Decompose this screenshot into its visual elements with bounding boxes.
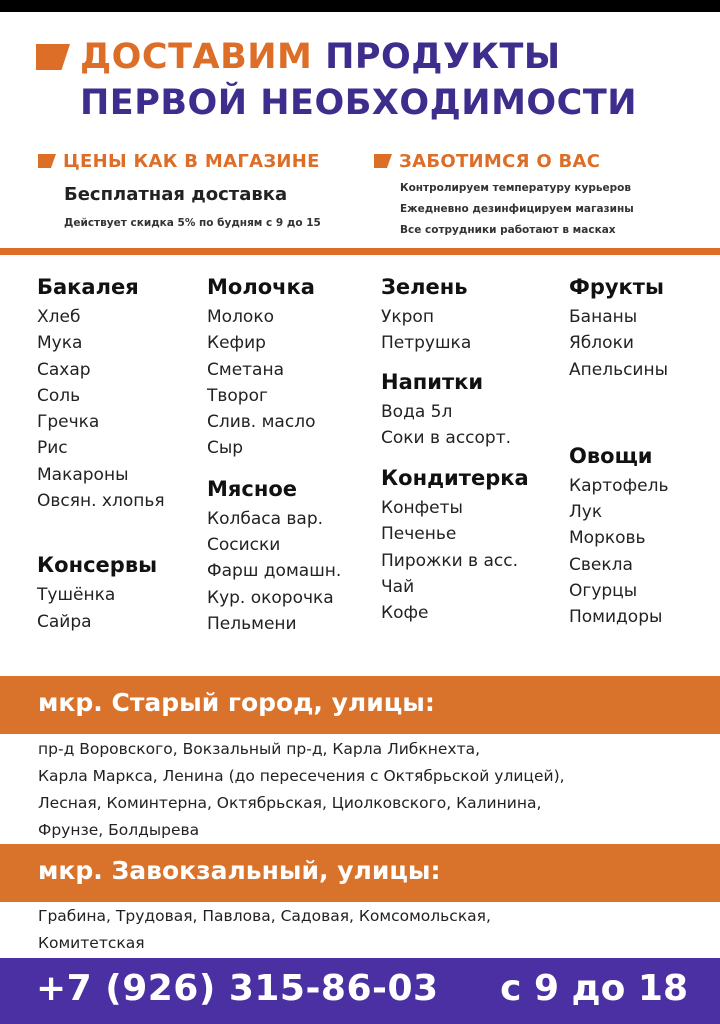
category-item: Сыр [207,438,244,459]
headline-line-2: ПЕРВОЙ НЕОБХОДИМОСТИ [80,83,638,123]
street-line: пр-д Воровского, Вокзальный пр-д, Карла Либкнехта, [38,740,481,758]
free-delivery-text: Бесплатная доставка [64,184,288,205]
category-item: Молоко [207,307,275,327]
category-item: Гречка [37,412,100,433]
catalog-column-2 [207,270,341,637]
contact-footer [0,958,720,1024]
promo-care-item: Ежедневно дезинфицируем магазины [400,203,634,215]
category-frukty [569,270,668,383]
district-old-town-streets [38,736,708,844]
promo-care-item: Контролируем температуру курьеров [400,182,631,194]
category-item: Колбаса вар. [207,508,324,529]
discount-note: Действует скидка 5% по будням с 9 до 15 [64,217,321,229]
promo-prices-heading [38,150,368,174]
category-item: Хлеб [37,307,81,327]
category-item: Сайра [37,611,92,632]
district-zavokzalny-title: мкр. Завокзальный, улицы: [38,856,441,885]
category-item: Сахар [37,359,91,380]
category-title: Бакалея [37,275,139,299]
category-title: Овощи [569,443,653,468]
category-item: Яблоки [569,333,634,354]
category-konservy [37,548,165,635]
promo-care-heading [374,150,714,174]
category-item: Вода 5л [381,401,453,422]
category-item: Помидоры [569,607,663,628]
category-item: Кефир [207,333,266,354]
category-item: Печенье [381,524,457,545]
category-item: Слив. масло [207,412,316,433]
category-title: Фрукты [569,275,664,299]
category-item: Фарш домашн. [207,561,342,582]
category-title: Молочка [207,275,315,299]
category-item: Соки в ассорт. [381,427,512,448]
phone-number[interactable]: +7 (926) 315-86-03 [36,968,439,1009]
working-hours: с 9 до 18 [500,968,688,1009]
category-title: Мясное [207,476,298,501]
catalog-column-4 [569,270,668,631]
category-ovoschi [569,439,668,631]
category-item: Конфеты [381,498,463,519]
district-old-town-band [0,676,720,734]
corner-mark-icon [36,44,70,70]
category-item: Огурцы [569,581,638,602]
category-item: Пирожки в асс. [381,550,518,571]
promo-prices-heading-text: ЦЕНЫ КАК В МАГАЗИНЕ [63,151,320,172]
street-line: Карла Маркса, Ленина (до пересечения с Октябрьской улицей), [38,767,565,785]
street-line: Фрунзе, Болдырева [38,821,200,839]
promo-care-list [374,178,714,241]
street-line: Грабина, Трудовая, Павлова, Садовая, Комсомольская, [38,907,491,925]
category-item: Укроп [381,307,434,327]
category-item: Сметана [207,359,285,380]
category-title: Зелень [381,275,468,299]
promo-care-heading-text: ЗАБОТИМСЯ О ВАС [399,151,601,172]
promo-care-item: Все сотрудники работают в масках [400,224,616,236]
street-line: Комитетская [38,934,145,952]
category-bakaleya [37,270,165,514]
street-line: Лесная, Коминтерна, Октябрьская, Циолковского, Калинина, [38,794,542,812]
category-title: Напитки [381,369,484,394]
category-item: Соль [37,385,81,406]
catalog-column-1 [37,270,165,635]
corner-mark-icon [374,154,392,168]
category-item: Кур. окорочка [207,587,334,608]
category-zelen [381,270,529,357]
headline-word-products: ПРОДУКТЫ [325,37,561,77]
category-item: Картофель [569,475,669,496]
category-item: Макароны [37,464,129,485]
category-item: Мука [37,333,83,354]
category-item: Тушёнка [37,585,116,606]
category-item: Творог [207,385,268,406]
category-myasnoe [207,472,341,637]
category-item: Сосиски [207,535,281,556]
category-item: Рис [37,438,68,459]
promo-prices [38,150,368,229]
category-konditerka [381,461,529,626]
headline-word-deliver: ДОСТАВИМ [80,37,313,77]
promo-care [374,150,714,241]
orange-divider [0,248,720,255]
category-item: Апельсины [569,359,669,380]
category-title: Консервы [37,553,158,578]
corner-mark-icon [38,154,56,168]
headline [36,34,716,126]
category-item: Пельмени [207,613,297,634]
category-item: Кофе [381,603,429,624]
category-item: Лук [569,502,603,523]
category-item: Бананы [569,307,638,327]
category-napitki [381,365,529,452]
catalog-column-3 [381,270,529,627]
category-molochka [207,270,341,462]
district-zavokzalny-band [0,844,720,902]
category-item: Чай [381,577,415,598]
category-item: Свекла [569,554,633,575]
category-item: Овсян. хлопья [37,491,165,512]
category-item: Петрушка [381,333,472,354]
category-title: Кондитерка [381,466,529,491]
district-old-town-title: мкр. Старый город, улицы: [38,688,435,717]
top-black-bar [0,0,720,12]
category-item: Морковь [569,528,646,549]
headline-line-1 [36,34,716,80]
district-zavokzalny-streets [38,903,708,957]
